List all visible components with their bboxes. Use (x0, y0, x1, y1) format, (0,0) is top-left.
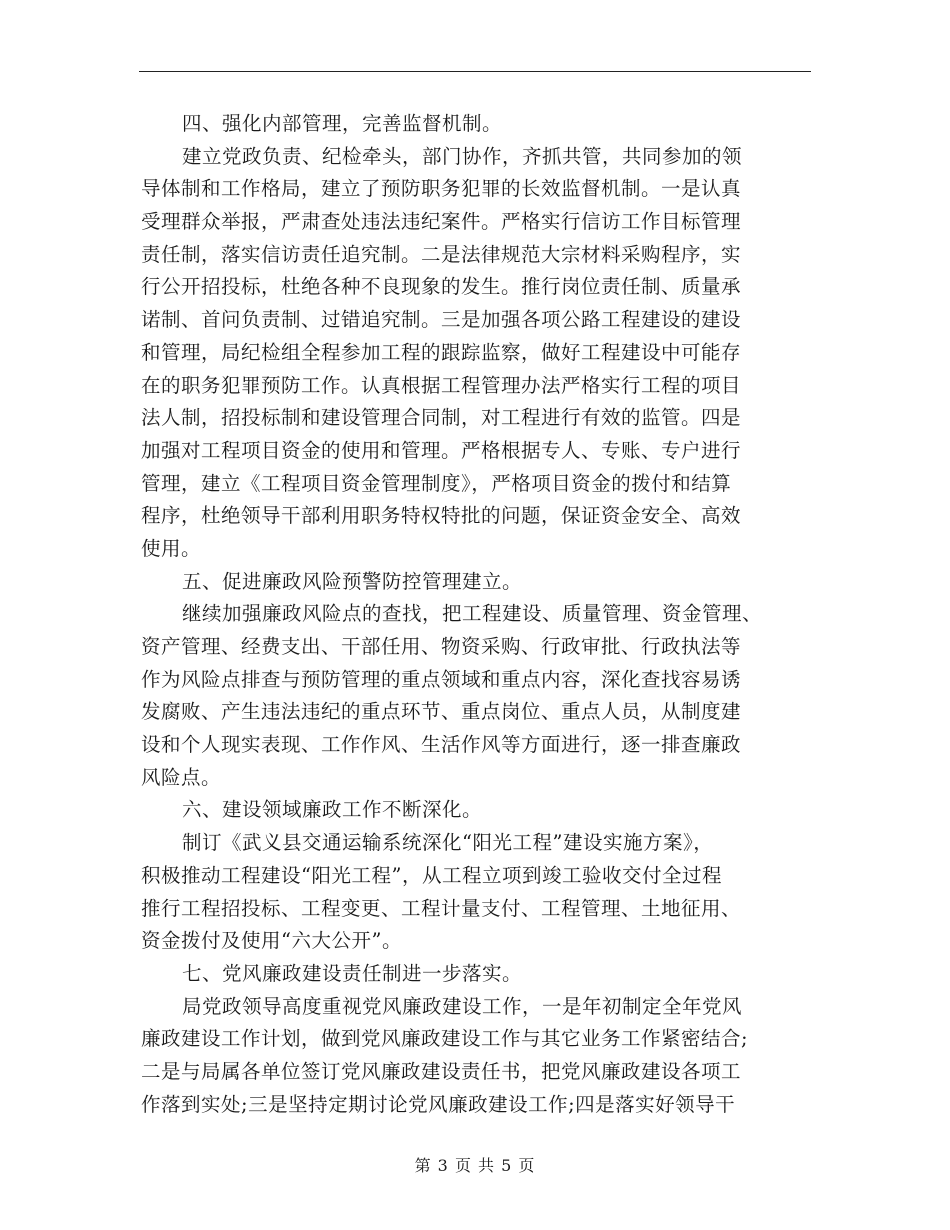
text-line: 局党政领导高度重视党风廉政建设工作，一是年初制定全年党风 (182, 994, 743, 1018)
text-line: 使用。 (141, 536, 202, 560)
text-line: 程序，杜绝领导干部利用职务特权特批的问题，保证资金安全、高效 (141, 504, 742, 528)
text-line: 设和个人现实表现、工作作风、生活作风等方面进行，逐一排查廉政 (141, 733, 742, 757)
header-rule (139, 71, 811, 72)
text-line: 导体制和工作格局，建立了预防职务犯罪的长效监督机制。一是认真 (141, 177, 742, 201)
document-body (141, 108, 816, 1121)
text-line: 四、强化内部管理，完善监督机制。 (182, 112, 503, 135)
text-line: 作落到实处;三是坚持定期讨论党风廉政建设工作;四是落实好领导干 (141, 1092, 736, 1116)
text-line: 建立党政负责、纪检牵头，部门协作，齐抓共管，共同参加的领 (182, 144, 743, 168)
text-line: 加强对工程项目资金的使用和管理。严格根据专人、专账、专户进行 (141, 438, 742, 462)
text-line: 作为风险点排查与预防管理的重点领域和重点内容，深化查找容易诱 (141, 667, 742, 691)
text-line: 积极推动工程建设“阳光工程”，从工程立项到竣工验收交付全过程 (141, 863, 722, 887)
text-line: 继续加强廉政风险点的查找，把工程建设、质量管理、资金管理、 (182, 602, 763, 626)
text-line: 廉政建设工作计划，做到党风廉政建设工作与其它业务工作紧密结合; (141, 1027, 749, 1051)
text-line: 受理群众举报，严肃查处违法违纪案件。严格实行信访工作目标管理 (141, 210, 742, 234)
text-line: 和管理，局纪检组全程参加工程的跟踪监察，做好工程建设中可能存 (141, 340, 742, 364)
text-line: 责任制，落实信访责任追究制。二是法律规范大宗材料采购程序，实 (141, 242, 742, 266)
text-line: 资金拨付及使用“六大公开”。 (141, 929, 402, 953)
text-line: 管理，建立《工程项目资金管理制度》，严格项目资金的拨付和结算 (141, 471, 732, 495)
text-line: 推行工程招投标、工程变更、工程计量支付、工程管理、土地征用、 (141, 896, 742, 920)
text-line: 发腐败、产生违法违纪的重点环节、重点岗位、重点人员，从制度建 (141, 700, 742, 724)
text-line: 七、党风廉政建设责任制进一步落实。 (182, 961, 523, 985)
page-number: 第 3 页 共 5 页 (414, 1156, 536, 1175)
text-line: 五、促进廉政风险预警防控管理建立。 (182, 569, 523, 593)
text-line: 法人制，招投标制和建设管理合同制，对工程进行有效的监管。四是 (141, 406, 742, 430)
text-line: 资产管理、经费支出、干部任用、物资采购、行政审批、行政执法等 (141, 635, 742, 658)
text-line: 在的职务犯罪预防工作。认真根据工程管理办法严格实行工程的项目 (141, 373, 742, 397)
text-line: 二是与局属各单位签订党风廉政建设责任书，把党风廉政建设各项工 (141, 1059, 742, 1083)
text-line: 制订《武义县交通运输系统深化“阳光工程”建设实施方案》， (182, 831, 714, 855)
text-line: 行公开招投标，杜绝各种不良现象的发生。推行岗位责任制、质量承 (141, 275, 742, 299)
text-line: 六、建设领域廉政工作不断深化。 (182, 798, 483, 822)
text-line: 诺制、首问负责制、过错追究制。三是加强各项公路工程建设的建设 (141, 308, 742, 332)
text-line: 风险点。 (141, 765, 222, 789)
